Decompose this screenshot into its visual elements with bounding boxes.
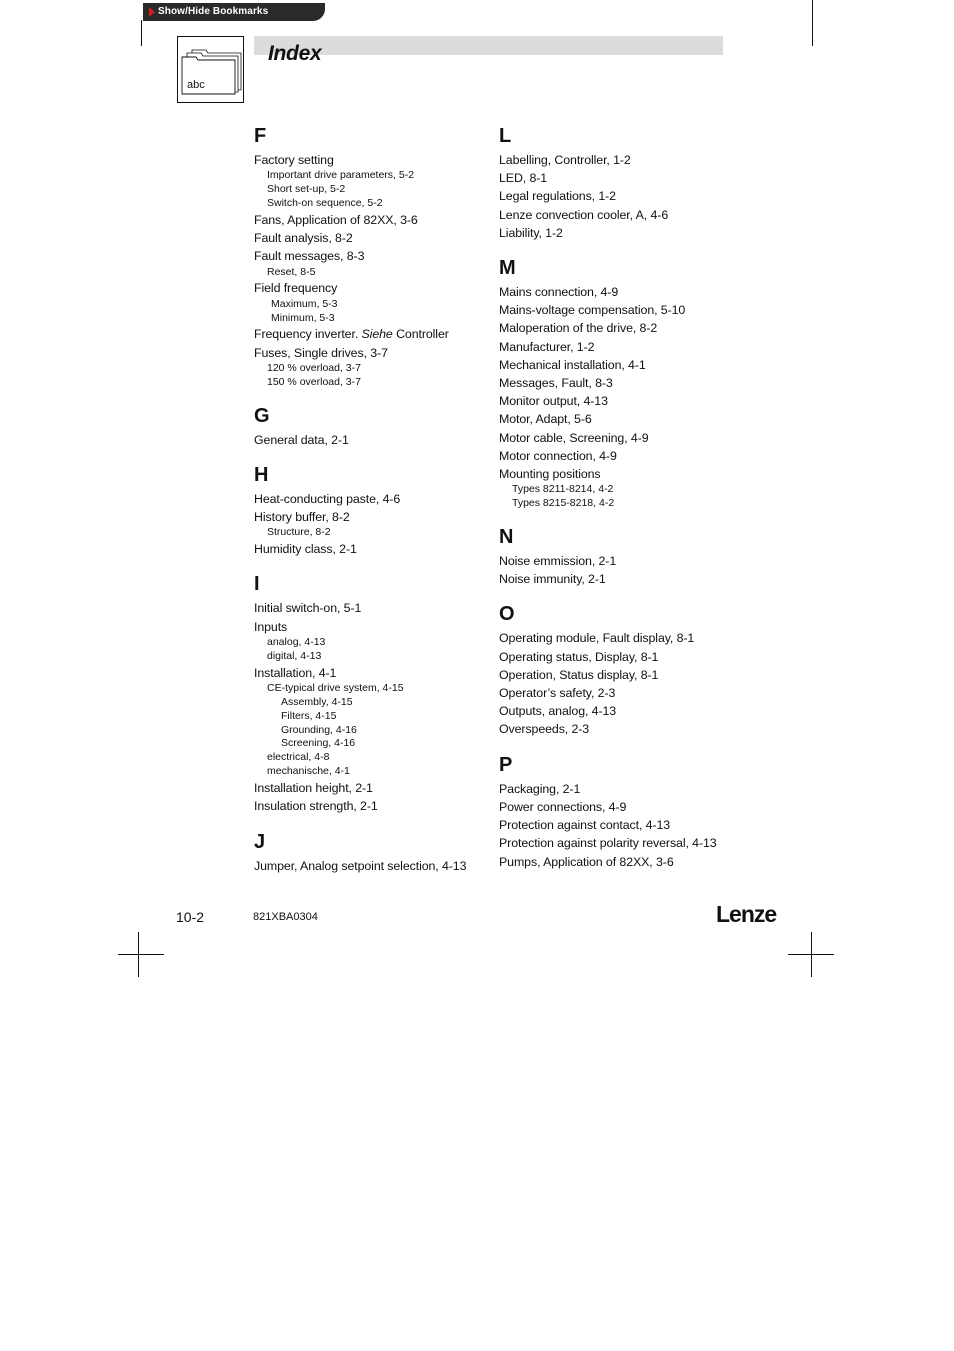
icon-label: abc [187, 79, 205, 91]
index-section-l [499, 124, 729, 242]
section-letter: G [254, 404, 270, 427]
index-section-n [499, 525, 729, 588]
index-subentry[interactable]: digital, 4-13 [267, 649, 322, 662]
page-number: 10-2 [176, 909, 205, 925]
section-letter: N [499, 526, 514, 549]
crop-mark [141, 20, 142, 46]
index-subentry[interactable]: analog, 4-13 [267, 635, 326, 648]
index-entry[interactable]: Motor, Adapt, 5-6 [499, 412, 592, 427]
crop-mark [118, 954, 164, 955]
index-subentry[interactable]: 150 % overload, 3-7 [267, 375, 361, 388]
index-entry[interactable] [254, 325, 484, 343]
index-subentry[interactable]: Switch-on sequence, 5-2 [267, 197, 383, 210]
index-subentry[interactable]: Short set-up, 5-2 [267, 183, 346, 196]
section-letter: L [499, 125, 512, 147]
entry-reference-target: Controller [396, 327, 449, 342]
index-entry[interactable]: Initial switch-on, 5-1 [254, 601, 362, 616]
index-entry[interactable]: Liability, 1-2 [499, 225, 563, 240]
index-subentry[interactable]: Maximum, 5-3 [271, 297, 338, 310]
index-subentry[interactable]: Screening, 4-16 [281, 737, 356, 750]
index-entry[interactable]: Mounting positions [499, 467, 601, 482]
crop-mark [811, 932, 812, 977]
section-letter: F [254, 125, 267, 147]
section-letter: O [499, 603, 515, 626]
index-subentry[interactable]: CE-typical drive system, 4-15 [267, 681, 404, 694]
index-subentry[interactable]: Filters, 4-15 [281, 709, 337, 722]
index-entry[interactable]: Outputs, analog, 4-13 [499, 704, 617, 719]
index-entry[interactable]: Labelling, Controller, 1-2 [499, 153, 631, 167]
index-subentry[interactable]: mechanische, 4-1 [267, 765, 350, 778]
section-letter: P [499, 753, 513, 776]
index-section-h [254, 463, 484, 559]
index-section-g [254, 404, 484, 449]
index-entry[interactable]: Overspeeds, 2-3 [499, 722, 590, 737]
index-entry[interactable]: Operating module, Fault display, 8-1 [499, 631, 695, 646]
show-hide-bookmarks-button[interactable] [143, 3, 325, 21]
index-entry[interactable]: Mains connection, 4-9 [499, 285, 619, 300]
index-entry[interactable]: Packaging, 2-1 [499, 781, 581, 796]
index-entry[interactable]: Installation, 4-1 [254, 665, 337, 680]
index-subentry[interactable]: Grounding, 4-16 [281, 723, 357, 736]
crop-mark [812, 0, 813, 46]
index-entry[interactable]: Protection against polarity reversal, 4-13 [499, 836, 717, 851]
bookmarks-label: Show/Hide Bookmarks [158, 6, 269, 17]
section-letter: J [254, 830, 266, 853]
index-subentry[interactable]: Assembly, 4-15 [281, 695, 353, 708]
index-header-icon [177, 36, 244, 103]
index-entry[interactable]: Motor connection, 4-9 [499, 448, 617, 463]
index-entry[interactable]: LED, 8-1 [499, 171, 548, 186]
crop-mark [138, 932, 139, 977]
index-entry[interactable]: Pumps, Application of 82XX, 3-6 [499, 854, 674, 869]
index-entry[interactable]: Installation height, 2-1 [254, 781, 373, 796]
index-entry[interactable]: Insulation strength, 2-1 [254, 799, 378, 814]
folder-icon [178, 37, 245, 104]
index-entry[interactable]: Lenze convection cooler, A, 4-6 [499, 207, 669, 222]
index-section-p [499, 753, 729, 871]
index-entry[interactable]: Noise immunity, 2-1 [499, 572, 606, 587]
index-entry[interactable]: Messages, Fault, 8-3 [499, 376, 613, 391]
index-entry[interactable]: Humidity class, 2-1 [254, 542, 357, 557]
index-column-right [499, 124, 729, 885]
triangle-right-icon [149, 7, 155, 17]
section-letter: M [499, 257, 516, 280]
document-code: 821XBA0304 [253, 911, 318, 923]
title-bar [254, 36, 723, 55]
index-section-i [254, 572, 484, 815]
index-section-o [499, 602, 729, 738]
index-entry[interactable]: Noise emmission, 2-1 [499, 554, 617, 569]
index-subentry[interactable]: Types 8211-8214, 4-2 [512, 483, 614, 496]
index-entry[interactable]: Motor cable, Screening, 4-9 [499, 430, 649, 445]
index-entry[interactable]: Protection against contact, 4-13 [499, 818, 671, 833]
lenze-logo: Lenze [716, 901, 777, 927]
index-subentry[interactable]: Structure, 8-2 [267, 526, 331, 539]
index-entry[interactable]: Monitor output, 4-13 [499, 394, 608, 409]
index-entry[interactable]: Fault messages, 8-3 [254, 249, 365, 264]
index-column-left [254, 124, 484, 889]
index-entry[interactable]: Heat-conducting paste, 4-6 [254, 491, 401, 506]
index-section-j [254, 830, 484, 875]
index-entry[interactable]: Mechanical installation, 4-1 [499, 357, 646, 372]
index-entry[interactable]: Fault analysis, 8-2 [254, 231, 353, 246]
index-subentry[interactable]: 120 % overload, 3-7 [267, 361, 361, 374]
index-subentry[interactable]: Reset, 8-5 [267, 265, 316, 278]
index-entry[interactable]: Maloperation of the drive, 8-2 [499, 321, 658, 336]
index-entry[interactable]: Operator’s safety, 2-3 [499, 686, 616, 701]
index-entry[interactable]: History buffer, 8-2 [254, 510, 350, 525]
page-title: Index [268, 42, 322, 65]
index-entry[interactable]: Operation, Status display, 8-1 [499, 667, 659, 682]
section-letter: H [254, 463, 269, 486]
index-entry[interactable]: Field frequency [254, 281, 338, 296]
index-entry[interactable]: Operating status, Display, 8-1 [499, 649, 659, 664]
entry-see-reference: Siehe [361, 327, 393, 342]
index-subentry[interactable]: Minimum, 5-3 [271, 311, 335, 324]
index-subentry[interactable]: Types 8215-8218, 4-2 [512, 497, 615, 510]
index-entry[interactable]: General data, 2-1 [254, 432, 349, 447]
index-entry[interactable]: Factory setting [254, 153, 334, 167]
section-letter: I [254, 573, 260, 596]
index-entry[interactable]: Fans, Application of 82XX, 3-6 [254, 212, 418, 227]
index-subentry[interactable]: electrical, 4-8 [267, 751, 330, 764]
index-entry[interactable]: Power connections, 4-9 [499, 799, 627, 814]
index-entry[interactable]: Jumper, Analog setpoint selection, 4-13 [254, 858, 467, 873]
index-section-f [254, 124, 484, 390]
entry-text: Frequency inverter. [254, 327, 359, 342]
index-entry[interactable]: Manufacturer, 1-2 [499, 339, 595, 354]
index-subentry[interactable]: Important drive parameters, 5-2 [267, 169, 415, 182]
index-entry[interactable]: Fuses, Single drives, 3-7 [254, 345, 388, 360]
index-entry[interactable]: Inputs [254, 619, 288, 634]
index-section-m [499, 256, 729, 511]
index-entry[interactable]: Mains-voltage compensation, 5-10 [499, 303, 686, 318]
index-entry[interactable]: Legal regulations, 1-2 [499, 189, 616, 204]
